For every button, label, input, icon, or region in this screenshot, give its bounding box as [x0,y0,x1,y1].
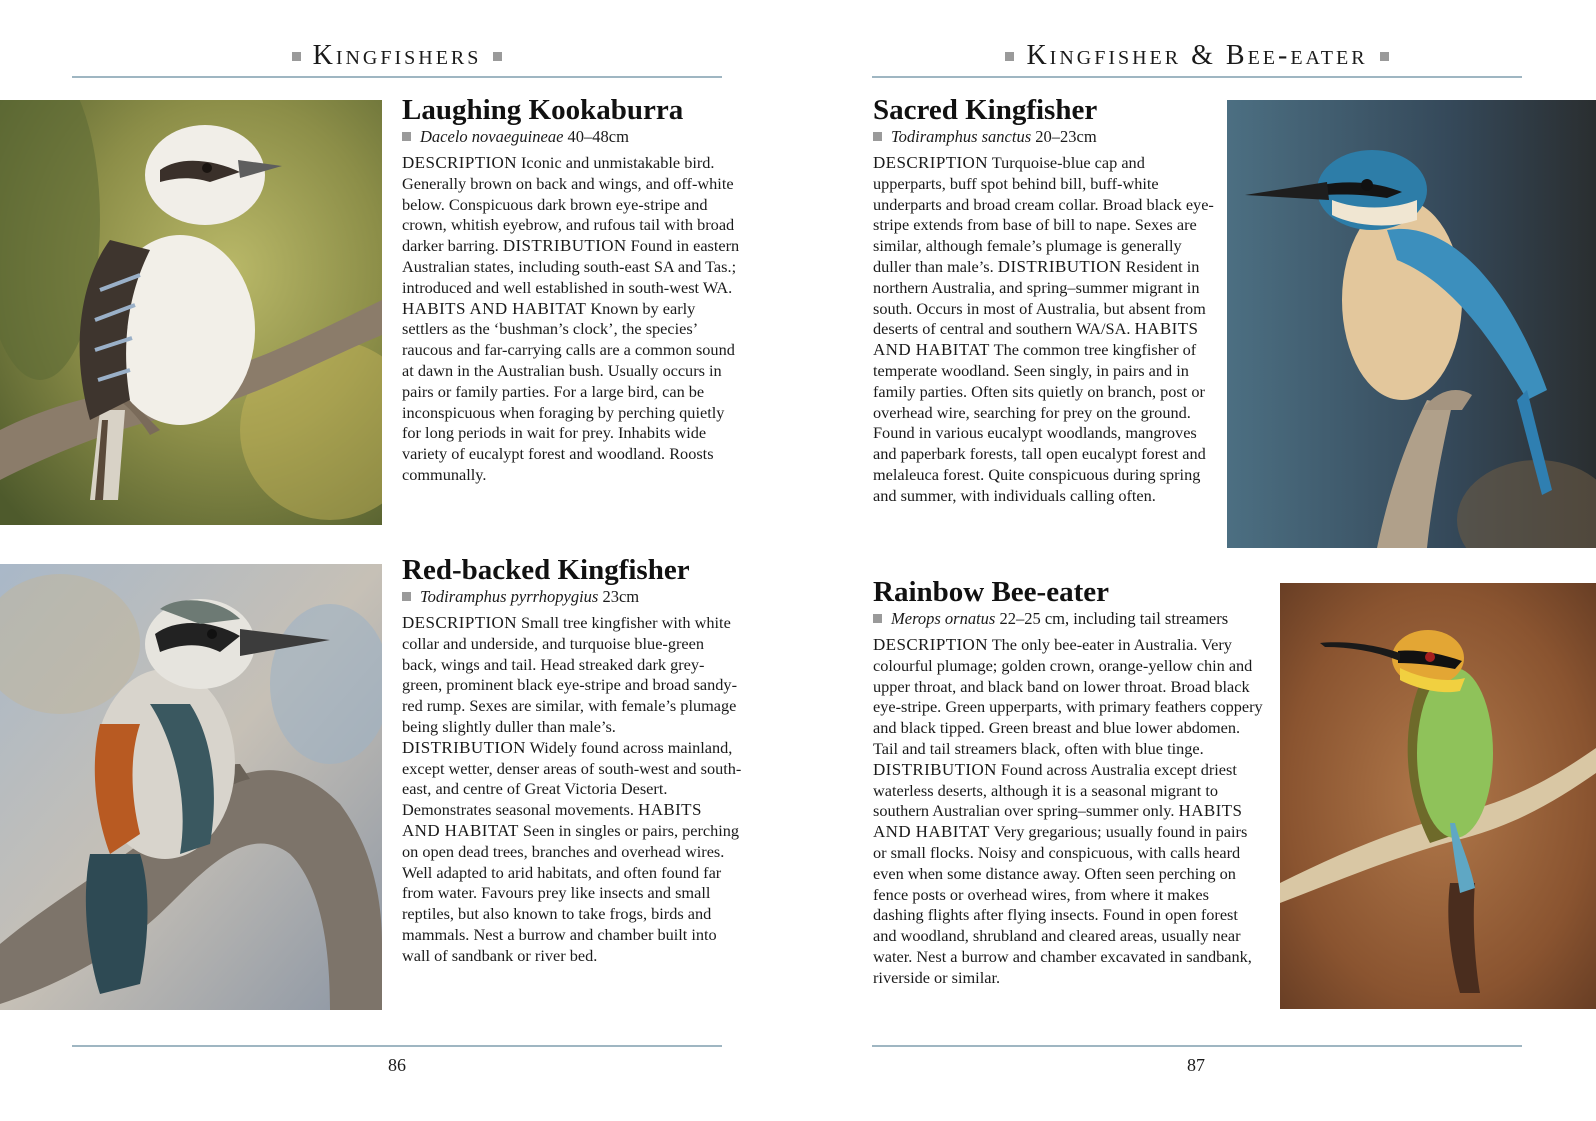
species-line [873,126,1218,148]
entry-laughing-kookaburra [402,94,742,486]
description-text: Turquoise-blue cap and upperparts, buff spot behind bill, buff-white underparts and broad cream collar. Broad black eye-stripe extends from base of bill to nape. Sexes are similar, although female’s plumage is generally duller than male’s. [873,153,1214,276]
running-head-right [872,38,1522,74]
bullet-square-icon [873,132,882,141]
section-label: HABITS AND HABITAT [873,801,1243,842]
footer-rule [72,1045,722,1047]
section-label: DESCRIPTION [402,613,517,632]
entry-title: Laughing Kookaburra [402,94,684,126]
running-head-left [72,38,722,74]
species-line [402,586,742,608]
entry-body [873,153,1218,507]
entry-body [402,613,742,967]
description-text: Small tree kingfisher with white collar and underside, and turquoise blue-green back, wings and tail. Head streaked dark grey-green, prominent black eye-stripe and broad sandy-red rump. Sexes are similar, with female’s plumage being slightly duller than male’s. [402,613,737,736]
running-head-text: Kingfishers [312,40,482,71]
scientific-name: Dacelo novaeguineae [420,127,564,146]
entry-body [873,635,1263,989]
bullet-square-icon [493,52,502,61]
section-label: DESCRIPTION [402,153,517,172]
species-line [873,608,1263,630]
section-label: DESCRIPTION [873,635,988,654]
entry-body [402,153,742,486]
scientific-name: Merops ornatus [891,609,996,628]
header-rule [872,76,1522,78]
sacred-kingfisher-photo [1227,100,1596,548]
habitat-text: The common tree kingfisher of temperate woodland. Seen singly, in pairs and in family parties. Often sits quietly on branch, post or overhead wire, searching for prey on the ground. Found in various eucalypt woodlands, mangroves and paperbark forests, tall open eucalypt forest and melaleuca forest. Quite conspicuous during spring and summer, with individuals calling often. [873,340,1206,505]
size: 20–23cm [1031,127,1097,146]
habitat-text: Seen in singles or pairs, perching on open dead trees, branches and overhead wires. Well adapted to arid habitats, and often found far from water. Favours prey like insects and small reptiles, but also known to take frogs, birds and mammals. Nest a burrow and chamber built into wall of sandbank or river bed. [402,820,740,965]
scientific-name: Todiramphus pyrrhopygius [420,587,599,606]
entry-title: Rainbow Bee-eater [873,576,1109,608]
bullet-square-icon [402,592,411,601]
section-label: HABITS AND HABITAT [873,319,1199,360]
habitat-text: Known by early settlers as the ‘bushman’s clock’, the species’ raucous and far-carrying calls are a common sound at dawn in the Australian bush. Usually occurs in pairs or family parties. For a large bird, can be inconspicuous when foraging by perching quietly for long periods in wait for prey. Inhabits wide variety of eucalypt forest and woodland. Roosts communally. [402,298,735,484]
bullet-square-icon [1380,52,1389,61]
bullet-square-icon [292,52,301,61]
section-label: DISTRIBUTION [997,256,1122,276]
section-label: DISTRIBUTION [502,236,627,256]
entry-title: Sacred Kingfisher [873,94,1098,126]
description-text: The only bee-eater in Australia. Very colourful plumage; golden crown, orange-yellow chin and upper throat, and black band on lower throat. Broad black eye-stripe. Green upperparts, with primary feathers coppery and black tipped. Green breast and blue lower abdomen. Tail and tail streamers black, often with blue tinge. [873,635,1263,758]
red-backed-kingfisher-photo [0,564,382,1010]
distribution-text: Found in eastern Australian states, including south-east SA and Tas.; introduced and well established in south-west WA. [402,236,740,297]
section-label: DISTRIBUTION [402,737,526,757]
habitat-text: Very gregarious; usually found in pairs or small flocks. Noisy and conspicuous, with calls heard even when some distance away. Often seen perching on fence posts or overhead wires, from where it makes dashing flights after flying insects. Found in open forest and woodland, shrubland and cleared areas, usually near water. Nest a burrow and chamber excavated in sandbank, riverside or similar. [873,822,1252,987]
page-number: 86 [388,1055,406,1075]
section-label: HABITS AND HABITAT [402,800,702,840]
footer-rule [872,1045,1522,1047]
distribution-text: Resident in northern Australia, and spring–summer migrant in south. Occurs in most of Australia, but absent from deserts of central and southern WA/SA. [873,256,1206,339]
species-line [402,126,742,148]
right-page [798,0,1596,1121]
bullet-square-icon [402,132,411,141]
size: 22–25 cm, including tail streamers [995,609,1229,628]
bullet-square-icon [873,614,882,623]
section-label: DISTRIBUTION [873,759,997,779]
distribution-text: Found across Australia except driest waterless deserts, although it is a seasonal migrant to southern Australian over spring–summer only. [873,759,1237,821]
entry-sacred-kingfisher [873,94,1218,507]
description-text: Iconic and unmistakable bird. Generally brown on back and wings, and off-white below. Conspicuous dark brown eye-stripe and crown, whitish eyebrow, and rufous tail with broad darker barring. [402,153,735,256]
bullet-square-icon [1005,52,1014,61]
entry-title: Red-backed Kingfisher [402,554,690,586]
page-number: 87 [1187,1055,1205,1075]
section-label: HABITS AND HABITAT [402,298,587,318]
section-label: DESCRIPTION [873,153,988,172]
laughing-kookaburra-photo [0,100,382,525]
distribution-text: Widely found across mainland, except wetter, denser areas of south-west and south-east, and centre of Great Victoria Desert. Demonstrates seasonal movements. [402,737,742,820]
entry-rainbow-bee-eater [873,576,1263,989]
size: 23cm [598,587,640,606]
size: 40–48cm [563,127,629,146]
scientific-name: Todiramphus sanctus [891,127,1032,146]
rainbow-bee-eater-photo [1280,583,1596,1009]
entry-red-backed-kingfisher [402,554,742,967]
running-head-text: Kingfisher & Bee-eater [1026,40,1368,71]
header-rule [72,76,722,78]
